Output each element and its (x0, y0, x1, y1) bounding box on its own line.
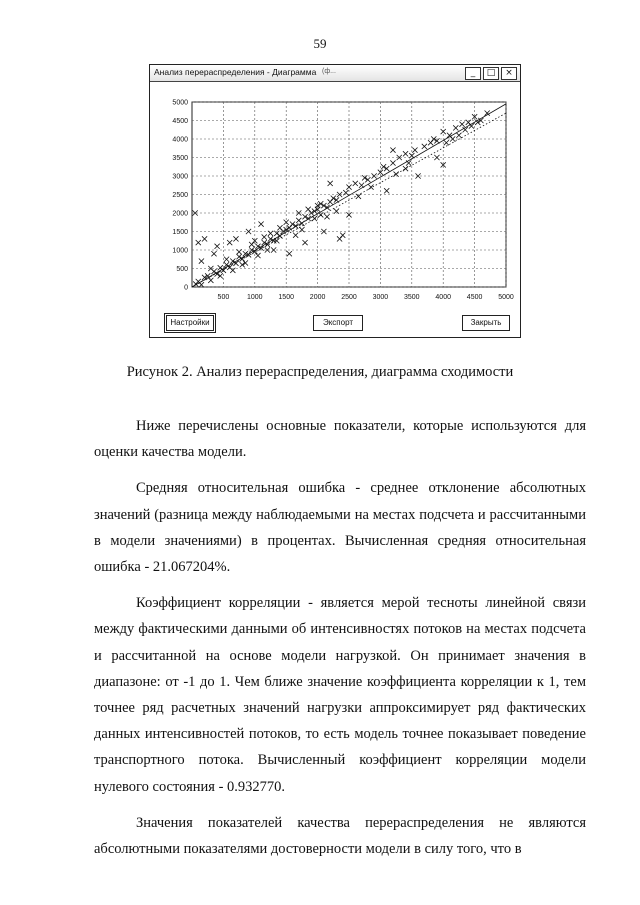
paragraph: Средняя относительная ошибка - среднее отклонение абсолютных значений (разница между наблюдаемыми на местах подсчета и рассчитанными в модели значениями) в процентах. Вычисленная средняя относительная ошибка - 21.067204%. (94, 480, 586, 576)
y-tick-label: 3000 (172, 173, 188, 181)
chart-area (150, 82, 520, 310)
settings-button[interactable]: Настройки (166, 315, 214, 331)
window-title-suffix: (ф... (322, 68, 336, 75)
y-tick-label: 0 (184, 284, 188, 292)
x-tick-label: 2500 (341, 294, 357, 301)
body-text (94, 413, 586, 872)
close-button[interactable]: Закрыть (462, 315, 510, 331)
y-tick-label: 3500 (172, 155, 188, 162)
x-tick-label: 2000 (309, 294, 326, 301)
paragraph: Значения показателей качества перераспределения не являются абсолютными показателями достоверности модели в силу того, что в (94, 814, 586, 858)
x-tick-label: 3000 (372, 294, 389, 301)
y-tick-label: 5000 (172, 99, 188, 107)
y-tick-label: 4500 (172, 118, 188, 125)
figure-caption: Рисунок 2. Анализ перераспределения, диаграмма сходимости (126, 364, 514, 380)
x-tick-label: 1000 (247, 294, 263, 301)
y-tick-label: 1000 (172, 247, 188, 255)
window-controls (465, 67, 517, 80)
scatter-chart (150, 82, 520, 310)
x-tick-label: 500 (217, 294, 230, 301)
y-tick-label: 1500 (172, 229, 188, 236)
minimize-button[interactable]: _ (465, 67, 481, 80)
window-button-bar (150, 315, 520, 335)
y-tick-label: 2500 (172, 192, 188, 199)
x-tick-label: 5000 (498, 294, 514, 301)
page-number: 59 (313, 36, 327, 51)
window-titlebar[interactable] (150, 65, 520, 82)
paragraph: Коэффициент корреляции - является мерой тесноты линейной связи между фактическими данными об интенсивностях потоков на местах подсчета и рассчитанной на основе модели нагрузкой. Он принимает значения в диапазоне: от -1 до 1. Чем ближе значение коэффициента корреляции к 1, тем точнее ряд расчетных значений нагрузки аппроксимирует ряд фактических данных интенсивностей потоков, то есть модель точнее показывает поведение транспортного потока. Вычисленный коэффициент корреляции модели нулевого состояния - 0.932770. (94, 595, 586, 795)
paragraph: Ниже перечислены основные показатели, которые используются для оценки качества модели. (94, 418, 586, 461)
maximize-button[interactable]: □ (483, 67, 499, 80)
y-tick-label: 4000 (172, 136, 188, 144)
diagram-window (149, 64, 521, 338)
close-window-button[interactable]: × (501, 67, 517, 80)
window-title: Анализ перераспределения - Диаграмма (154, 67, 317, 77)
x-tick-label: 4000 (435, 294, 451, 301)
x-tick-label: 4500 (466, 294, 483, 301)
export-button[interactable]: Экспорт (313, 315, 363, 331)
y-tick-label: 2000 (172, 210, 188, 218)
x-tick-label: 3500 (404, 294, 420, 301)
x-tick-label: 1500 (278, 294, 294, 301)
y-tick-label: 500 (176, 266, 188, 273)
